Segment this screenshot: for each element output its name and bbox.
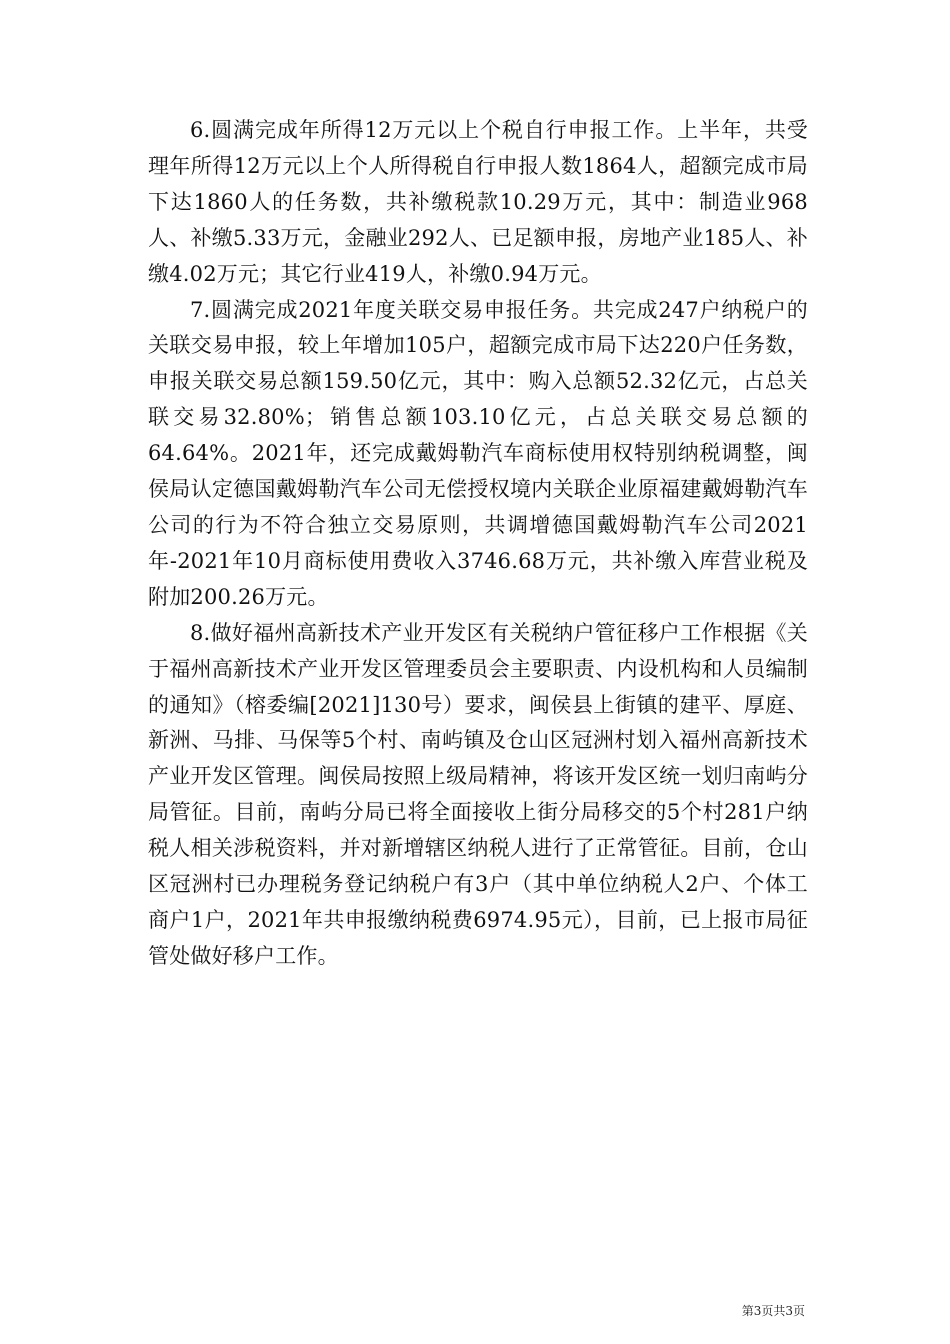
page-number-footer: 第3页共3页: [741, 1304, 805, 1318]
paragraph-item-7: 7.圆满完成2021年度关联交易申报任务。共完成247户纳税户的关联交易申报，较上年增加105户，超额完成市局下达220户任务数，申报关联交易总额159.50亿元，其中：购入总额52.32亿元，占总关联交易32.80%；销售总额103.10亿元，占总关联交易总额的64.64%。2021年，还完成戴姆勒汽车商标使用权特别纳税调整，闽侯局认定德国戴姆勒汽车公司无偿授权境内关联企业原福建戴姆勒汽车公司的行为不符合独立交易原则，共调增德国戴姆勒汽车公司2021年-2021年10月商标使用费收入3746.68万元，共补缴入库营业税及附加200.26万元。: [148, 297, 808, 609]
paragraph-item-6: 6.圆满完成年所得12万元以上个税自行申报工作。上半年，共受理年所得12万元以上个人所得税自行申报人数1864人，超额完成市局下达1860人的任务数，共补缴税款10.29万元，其中：制造业968人、补缴5.33万元，金融业292人、已足额申报，房地产业185人、补缴4.02万元；其它行业419人，补缴0.94万元。: [148, 118, 808, 286]
document-body: [148, 113, 808, 975]
paragraph-item-8: 8.做好福州高新技术产业开发区有关税纳户管征移户工作根据《关于福州高新技术产业开发区管理委员会主要职责、内设机构和人员编制的通知》（榕委编[2021]130号）要求，闽侯县上街镇的建平、厚庭、新洲、马排、马保等5个村、南屿镇及仓山区冠洲村划入福州高新技术产业开发区管理。闽侯局按照上级局精神，将该开发区统一划归南屿分局管征。目前，南屿分局已将全面接收上街分局移交的5个村281户纳税人相关涉税资料，并对新增辖区纳税人进行了正常管征。目前，仓山区冠洲村已办理税务登记纳税户有3户（其中单位纳税人2户、个体工商户1户，2021年共申报缴纳税费6974.95元），目前，已上报市局征管处做好移户工作。: [148, 620, 808, 968]
